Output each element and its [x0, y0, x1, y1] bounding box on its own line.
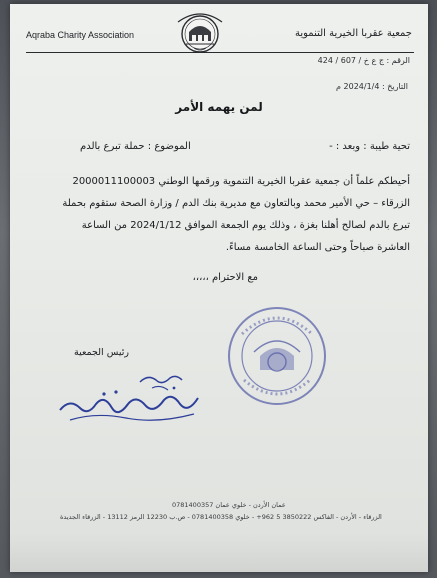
subject-line: الموضوع : حملة تبرع بالدم: [80, 141, 191, 152]
letter-heading: لمن يهمه الأمر: [175, 100, 263, 114]
president-title: رئيس الجمعية: [74, 347, 129, 358]
handwritten-signature: [56, 364, 206, 434]
closing-remark: مع الاحترام ،،،،،: [192, 272, 258, 283]
association-logo-icon: [172, 4, 228, 58]
letter-page: [10, 4, 428, 572]
footer-phone: عمان الأردن - خلوي عمان 0781400357: [172, 501, 286, 509]
letter-date: التاريخ : 2024/1/4 م: [336, 82, 408, 91]
greeting: تحية طيبة : وبعد : -: [329, 141, 410, 152]
body-line: أحيطكم علماً أن جمعية عقربا الخيرية التنموية ورقمها الوطني 2000011100003: [72, 176, 410, 187]
body-line: تبرع بالدم لصالح أهلنا بغزة ، وذلك يوم الجمعة الموافق 2024/1/12 من الساعة: [81, 220, 410, 231]
association-stamp: [222, 304, 332, 409]
org-name-ar: جمعية عقربا الخيرية التنموية: [295, 28, 412, 39]
header-divider: [26, 52, 414, 53]
paper-shadow: [10, 532, 428, 572]
org-name-en: Aqraba Charity Association: [26, 30, 135, 40]
footer-address: الزرقاء - الأردن - الفاكس 3850222 5 962+ - خلوي 0781400358 - ص.ب 12230 الرمز 13112 - الزرقاء الجديدة: [60, 513, 382, 521]
body-line: العاشرة صباحاً وحتى الساعة الخامسة مساءً.: [225, 242, 410, 253]
reference-number: الرقم : ج ع خ / 607 / 424: [317, 56, 410, 65]
body-line: الزرقاء – حي الأمير محمد وبالتعاون مع مديرية بنك الدم / وزارة الصحة ستقوم بحملة: [62, 198, 410, 209]
